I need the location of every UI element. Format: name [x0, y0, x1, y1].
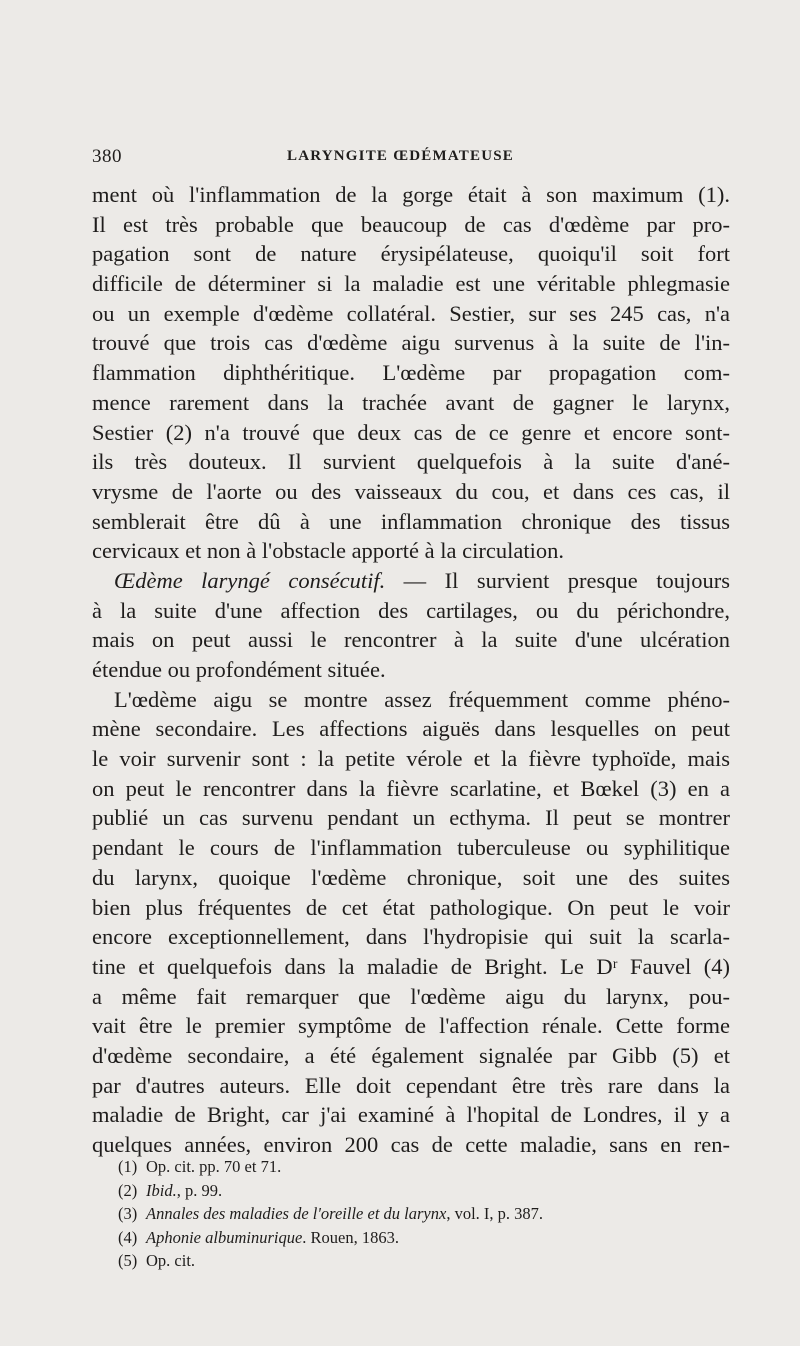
text-line: d'œdème secondaire, a été également signalée par Gibb (5) et	[92, 1042, 730, 1068]
footnote	[118, 1202, 718, 1226]
text-line: vrysme de l'aorte ou des vaisseaux du cou, et dans ces cas, il	[92, 478, 730, 504]
text-line: semblerait être dû à une inflammation chronique des tissus	[92, 508, 730, 534]
footnotes	[118, 1155, 718, 1273]
footnote-italic: Annales des maladies de l'oreille et du larynx	[146, 1204, 447, 1223]
text-line: mais on peut aussi le rencontrer à la suite d'une ulcération	[92, 627, 730, 653]
footnote-text: , p. 99.	[176, 1180, 223, 1200]
text-line: le voir survenir sont : la petite vérole et la fièvre typhoïde, mais	[92, 746, 730, 772]
running-title: LARYNGITE ŒDÉMATEUSE	[287, 148, 514, 164]
main-text	[92, 180, 730, 1160]
text-line: cervicaux et non à l'obstacle apporté à la circulation.	[92, 538, 564, 564]
text-line: maladie de Bright, car j'ai examiné à l'hopital de Londres, il y a	[92, 1102, 730, 1128]
text-line: bien plus fréquentes de cet état pathologique. On peut le voir	[92, 894, 730, 920]
footnote-text: Op. cit. pp. 70 et 71.	[146, 1157, 282, 1176]
text-line: vait être le premier symptôme de l'affection rénale. Cette forme	[92, 1013, 730, 1039]
footnote-italic: Ibid.	[146, 1180, 177, 1200]
footnote-number: (5)	[118, 1251, 138, 1270]
text-line: encore exceptionnellement, dans l'hydropisie qui suit la scarla-	[92, 924, 730, 950]
text-line: ils très douteux. Il survient quelquefois à la suite d'ané-	[92, 449, 730, 475]
footnote	[118, 1179, 718, 1203]
footnote-number: (2)	[118, 1180, 138, 1200]
italic-subheading: Œdème laryngé consécutif.	[114, 567, 386, 593]
text-line: à la suite d'une affection des cartilages, ou du périchondre,	[92, 597, 730, 623]
text-line: on peut le rencontrer dans la fièvre scarlatine, et Bœkel (3) en a	[92, 775, 730, 801]
footnote-number: (1)	[118, 1157, 138, 1176]
text-line: mène secondaire. Les affections aiguës dans lesquelles on peut	[92, 716, 730, 742]
footnote-text: . Rouen, 1863.	[302, 1227, 399, 1247]
text-line: pagation sont de nature érysipélateuse, quoiqu'il soit fort	[92, 241, 730, 267]
text-line: L'œdème aigu se montre assez fréquemment comme phéno-	[114, 686, 730, 712]
footnote-number: (4)	[118, 1227, 138, 1247]
footnote	[118, 1155, 718, 1179]
text-line: difficile de déterminer si la maladie est une véritable phlegmasie	[92, 271, 730, 297]
text-line: par d'autres auteurs. Elle doit cependant être très rare dans la	[92, 1072, 730, 1098]
text-line: Sestier (2) n'a trouvé que deux cas de ce genre et encore sont-	[92, 419, 730, 445]
text-line: flammation diphthéritique. L'œdème par propagation com-	[92, 360, 730, 386]
text-line: étendue ou profondément située.	[92, 657, 386, 682]
footnote	[118, 1226, 718, 1250]
text-line: tine et quelquefois dans la maladie de Bright. Le Dʳ Fauvel (4)	[92, 953, 730, 979]
text-line: a même fait remarquer que l'œdème aigu du larynx, pou-	[92, 983, 730, 1009]
text-fragment: — Il survient presque toujours	[385, 567, 730, 593]
footnote-text: Op. cit.	[146, 1251, 196, 1270]
footnote-number: (3)	[118, 1204, 138, 1223]
page-header	[92, 146, 722, 168]
footnote-italic: Aphonie albuminurique	[146, 1227, 303, 1247]
text-line: du larynx, quoique l'œdème chronique, soit une des suites	[92, 864, 730, 890]
footnote-text: , vol. I, p. 387.	[446, 1204, 544, 1223]
page-number: 380	[92, 146, 122, 167]
text-line: trouvé que trois cas d'œdème aigu survenus à la suite de l'in-	[92, 330, 730, 356]
paragraph-heading-line	[92, 566, 730, 596]
footnote	[118, 1249, 718, 1273]
text-line: pendant le cours de l'inflammation tuberculeuse ou syphilitique	[92, 835, 730, 861]
text-line: quelques années, environ 200 cas de cette maladie, sans en ren-	[92, 1132, 730, 1157]
text-line: Il est très probable que beaucoup de cas d'œdème par pro-	[92, 211, 730, 237]
text-line: ment où l'inflammation de la gorge était à son maximum (1).	[92, 182, 730, 207]
text-line: mence rarement dans la trachée avant de gagner le larynx,	[92, 389, 730, 415]
text-line: publié un cas survenu pendant un ecthyma. Il peut se montrer	[92, 805, 730, 831]
text-line: ou un exemple d'œdème collatéral. Sestier, sur ses 245 cas, n'a	[92, 300, 730, 326]
